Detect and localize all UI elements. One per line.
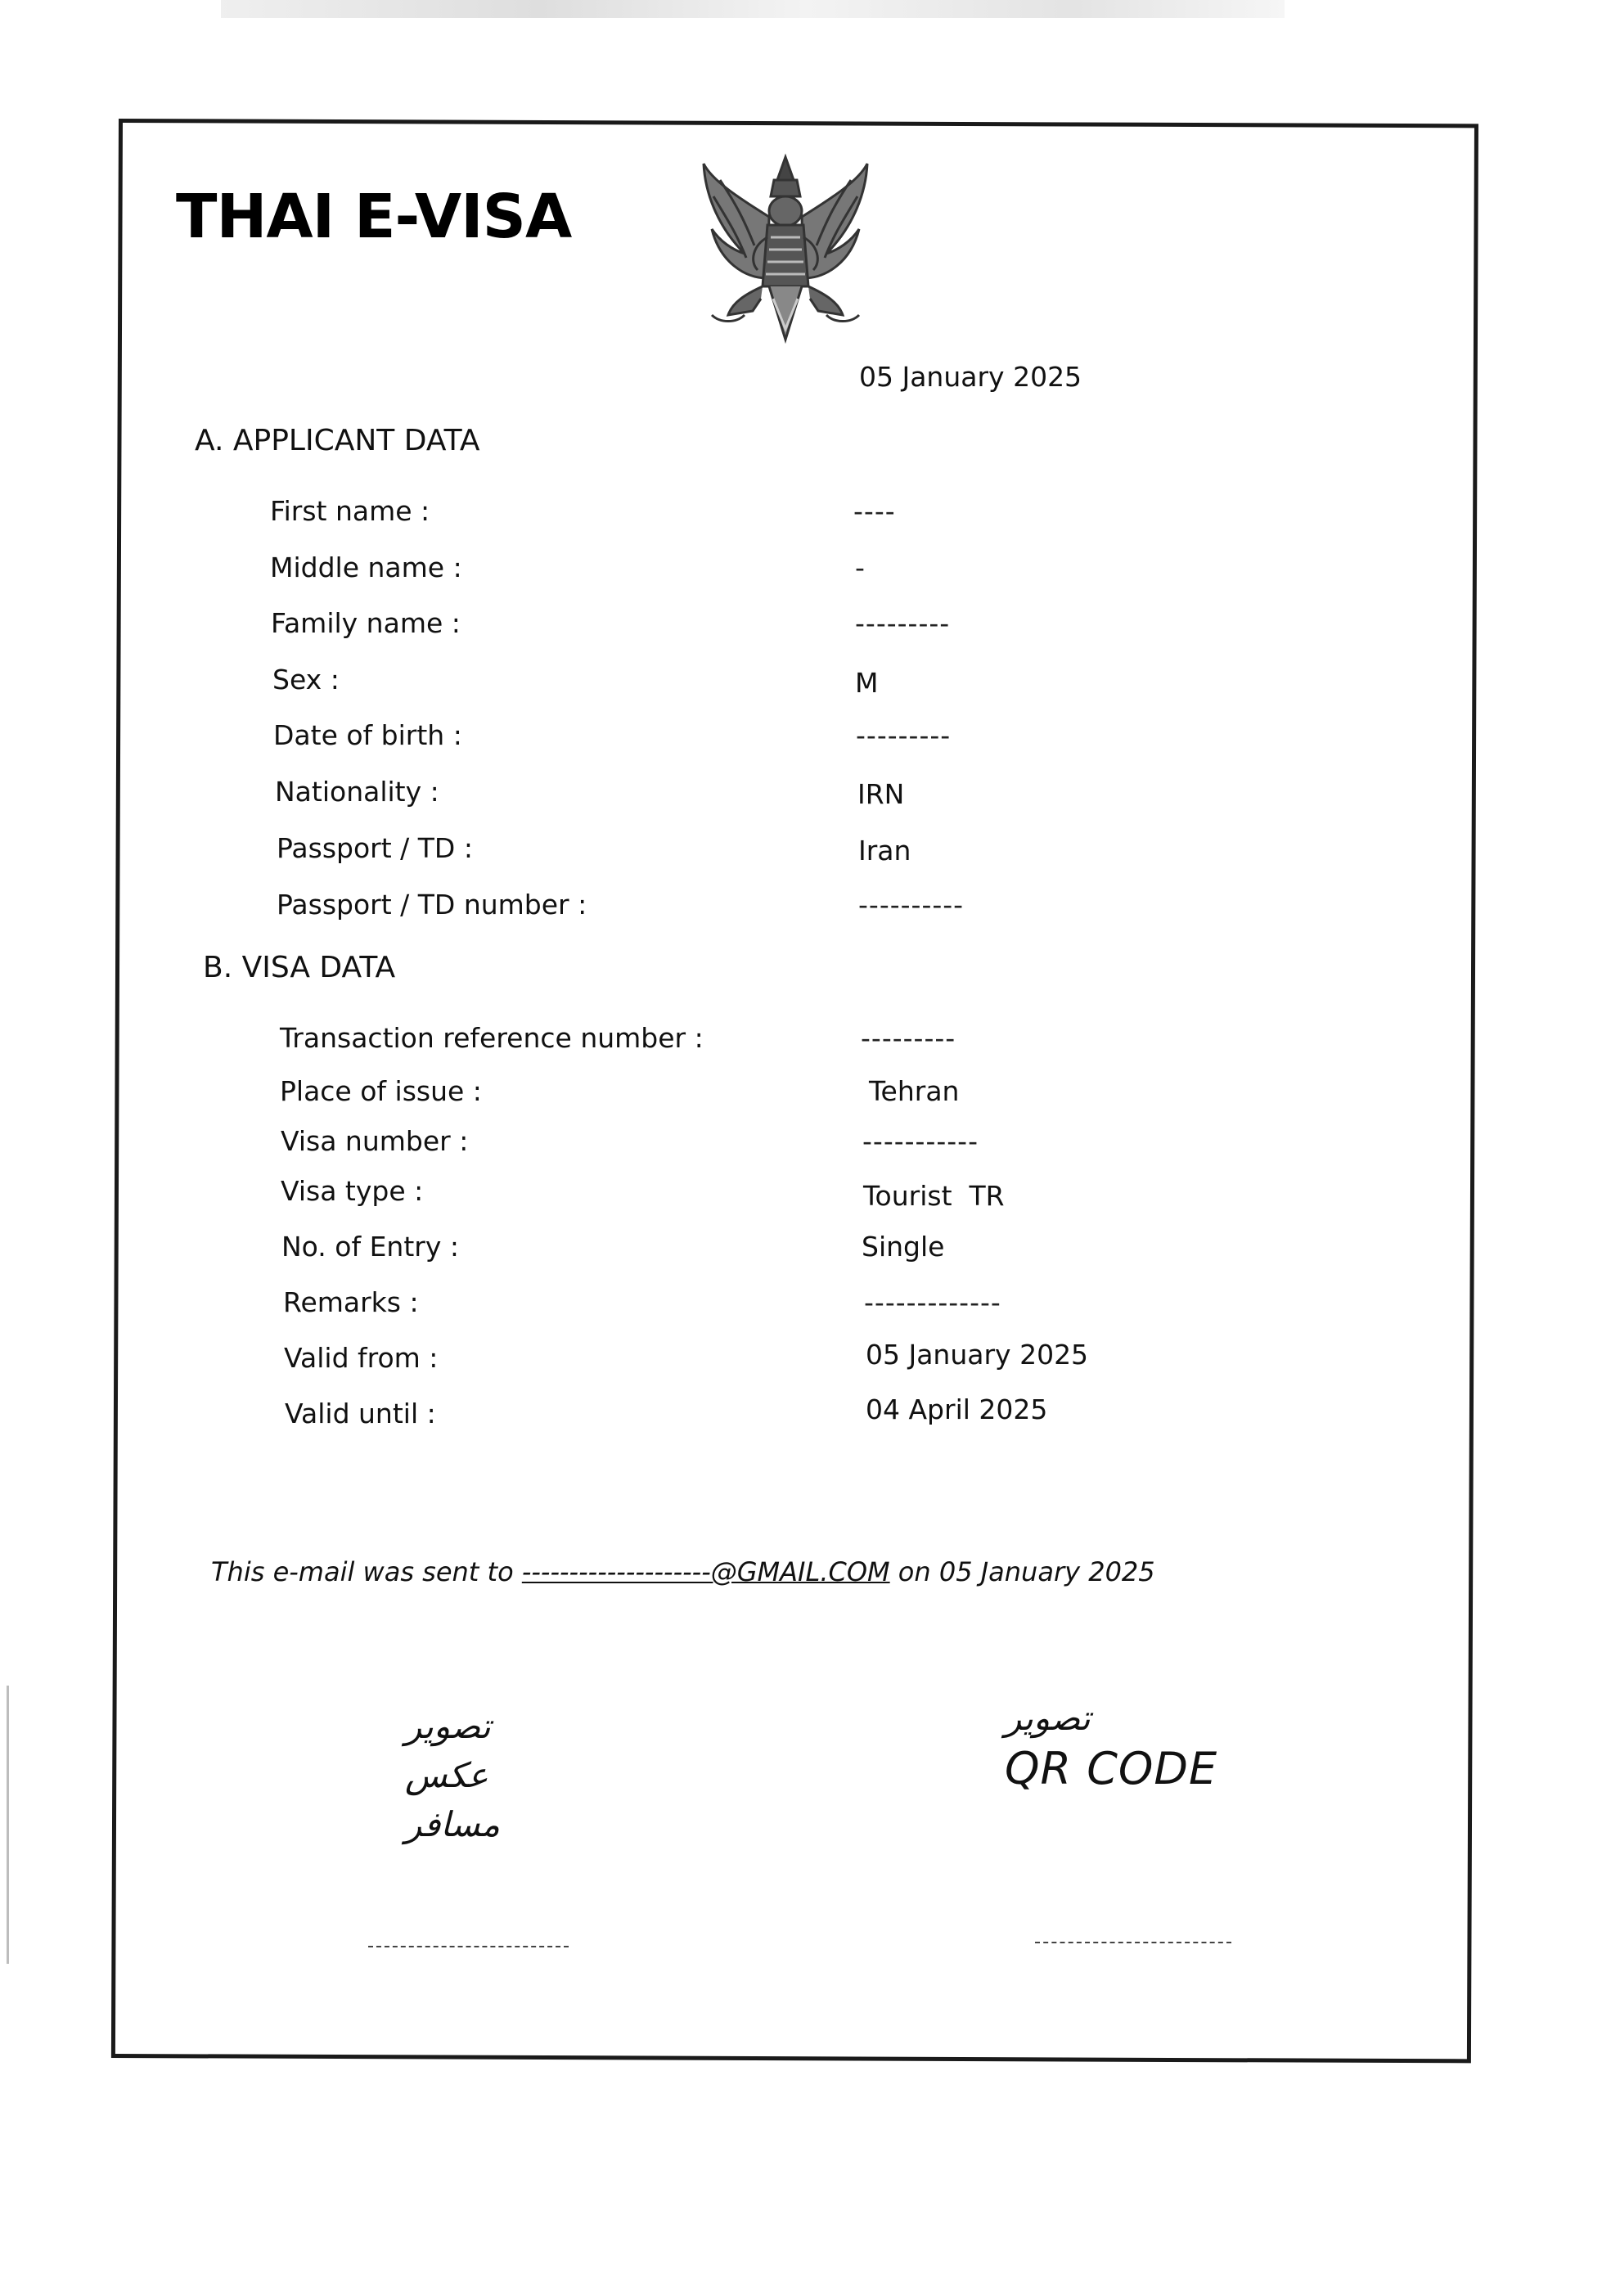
family-name-label: Family name : (271, 607, 461, 639)
passport-number-label: Passport / TD number : (277, 889, 587, 921)
middle-name-value: - (855, 551, 866, 583)
email-note-suffix: on 05 January 2025 (898, 1556, 1155, 1587)
valid-from-label: Valid from : (284, 1342, 439, 1374)
scan-artifact-left (7, 1686, 9, 1964)
document-date: 05 January 2025 (859, 361, 1082, 393)
sex-value: M (855, 667, 879, 699)
valid-until-value: 04 April 2025 (866, 1393, 1048, 1425)
visa-number-value: ----------- (862, 1125, 979, 1157)
visa-section-heading: B. VISA DATA (203, 951, 396, 984)
garuda-emblem-icon (695, 147, 875, 352)
nationality-label: Nationality : (275, 776, 439, 808)
photo-note-line-1: تصویر (405, 1706, 491, 1746)
visa-number-label: Visa number : (281, 1125, 469, 1157)
first-name-label: First name : (270, 495, 430, 527)
valid-until-label: Valid until : (285, 1398, 436, 1429)
visa-type-label: Visa type : (281, 1175, 424, 1207)
sex-label: Sex : (272, 664, 340, 696)
place-of-issue-value: Tehran (869, 1075, 960, 1107)
passport-td-label: Passport / TD : (277, 832, 473, 864)
no-of-entry-label: No. of Entry : (281, 1231, 459, 1263)
valid-from-value: 05 January 2025 (866, 1339, 1089, 1371)
qr-code-placeholder-label: QR CODE (1005, 1743, 1218, 1794)
photo-note-line-3: مسافر (405, 1804, 501, 1844)
document-title: THAI E-VISA (176, 182, 572, 252)
applicant-section-heading: A. APPLICANT DATA (195, 424, 480, 457)
passport-number-value: ---------- (858, 889, 965, 921)
scan-artifact-top (221, 0, 1285, 18)
date-of-birth-label: Date of birth : (273, 719, 462, 751)
visa-type-value: Tourist TR (863, 1180, 1005, 1212)
qr-signature-line (1035, 1942, 1231, 1943)
qr-note-line-1: تصویر (1005, 1698, 1091, 1738)
email-address: --------------------@GMAIL.COM (521, 1556, 890, 1587)
photo-signature-line (368, 1946, 569, 1947)
first-name-value: ---- (853, 495, 896, 527)
middle-name-label: Middle name : (270, 551, 462, 583)
email-sent-note (211, 1556, 1155, 1587)
no-of-entry-value: Single (862, 1231, 945, 1263)
remarks-value: ------------- (864, 1286, 1001, 1318)
transaction-ref-label: Transaction reference number : (280, 1022, 704, 1054)
passport-td-value: Iran (858, 835, 911, 867)
photo-note-line-2: عکس (405, 1755, 488, 1795)
remarks-label: Remarks : (283, 1286, 419, 1318)
place-of-issue-label: Place of issue : (280, 1075, 482, 1107)
transaction-ref-value: --------- (861, 1022, 956, 1054)
date-of-birth-value: --------- (856, 719, 952, 751)
email-note-prefix: This e-mail was sent to (211, 1556, 514, 1587)
family-name-value: --------- (855, 607, 951, 639)
nationality-value: IRN (857, 778, 905, 810)
